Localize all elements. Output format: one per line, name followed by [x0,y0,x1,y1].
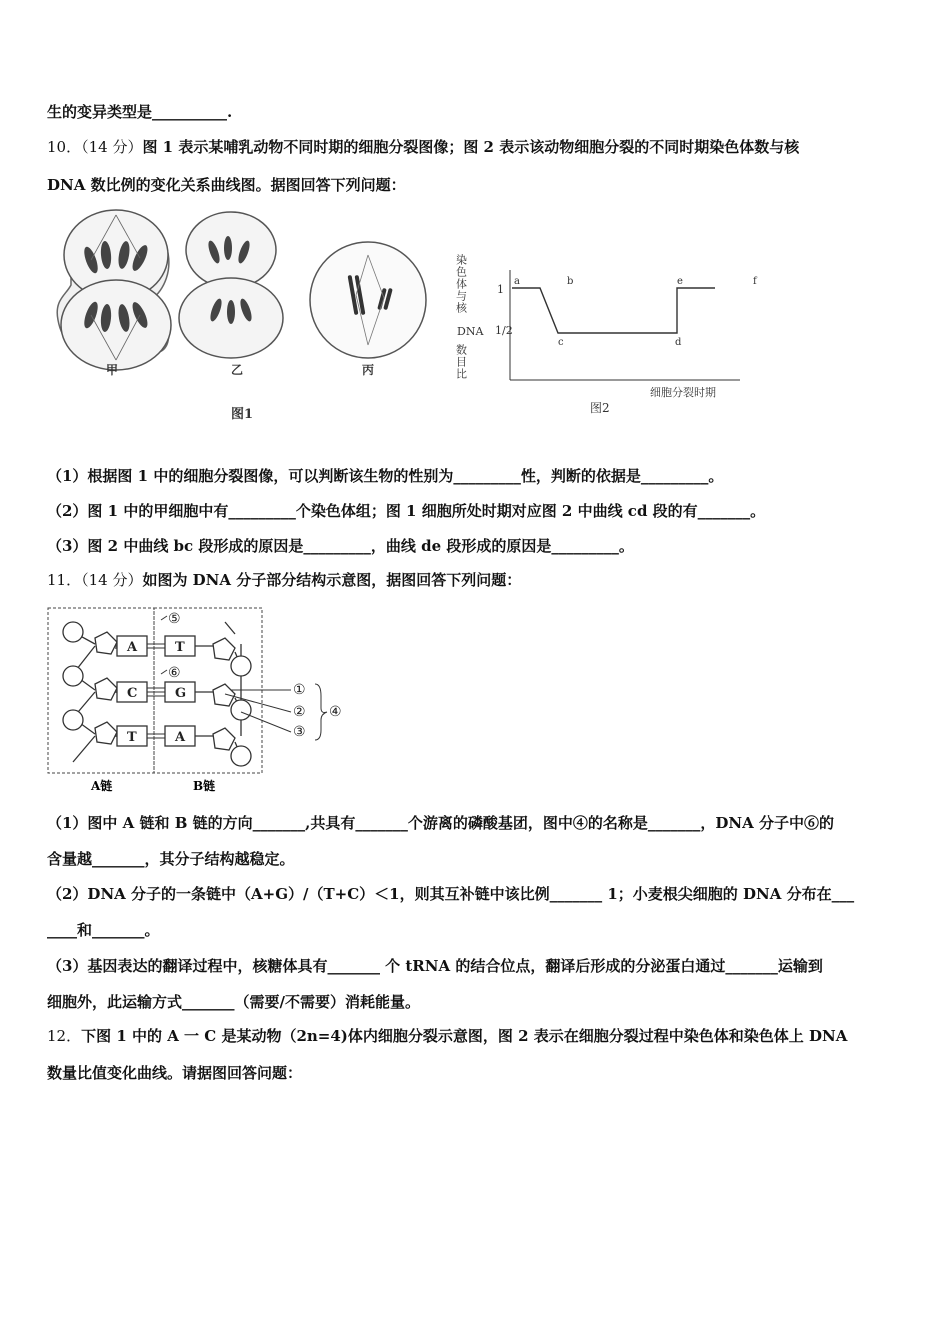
chart-xlabel: 细胞分裂时期 [650,386,716,399]
q11-sub2-line2: ____和_______。 [47,921,160,939]
phosphate-left-1 [63,622,83,642]
fig1-label-bing: 丙 [362,363,375,377]
dna-structure-diagram [45,604,355,796]
q11-sub1-line2: 含量越_______，其分子结构越稳定。 [47,850,295,868]
marker-1: ① [293,682,306,698]
chart-point-label-a: a [514,276,520,287]
q10-stem-text: 图 1 表示某哺乳动物不同时期的细胞分裂图像；图 2 表示该动物细胞分裂的不同时期染色体数与核 [142,138,800,156]
q9-tail: 生的变异类型是__________. [47,103,233,121]
q10-score: （14 分） [81,138,143,156]
q11-sub3-line2: 细胞外，此运输方式_______（需要/不需要）消耗能量。 [47,993,420,1011]
chart-point-label-d: d [675,337,682,348]
base-letter-right-1: T [175,640,185,655]
sugar-left-3 [95,722,117,744]
chart-point-label-c: c [558,337,564,348]
chart-series-line [512,288,715,333]
phosphate-left-2 [63,666,83,686]
chain-a-label: A链 [91,779,113,793]
q10-sub2: （2）图 1 中的甲细胞中有_________个染色体组；图 1 细胞所处时期对应图 2 中曲线 cd 段的有_______。 [47,502,766,520]
chain-b-label: B链 [193,779,216,793]
chart-ytick-half: 1/2 [495,324,513,337]
base-letter-left-1: A [127,640,138,655]
fig1-label-jia: 甲 [106,363,119,377]
sugar-right-2 [213,684,235,706]
cell-yi [179,212,283,377]
q12-number: 12． [47,1027,82,1045]
base-letter-left-3: T [127,730,137,745]
figure-2-chart [455,240,755,420]
chart-point-label-b: b [567,276,574,287]
marker-4: ④ [329,704,342,720]
q10-sub3: （3）图 2 中曲线 bc 段形成的原因是_________，曲线 de 段形成的原因是_________。 [47,537,634,555]
sugar-right-3 [213,728,235,750]
marker-5: ⑤ [168,611,181,627]
q10-stem-line1 [47,137,799,157]
phosphate-right-2 [231,700,251,720]
marker-6: ⑥ [168,665,181,681]
q11-sub3-line1: （3）基因表达的翻译过程中，核糖体具有_______ 个 tRNA 的结合位点，翻译后形成的分泌蛋白通过_______运输到 [47,957,823,975]
phosphate-right-1 [231,656,251,676]
sugar-left-2 [95,678,117,700]
q11-sub1-line1: （1）图中 A 链和 B 链的方向_______,共具有_______个游离的磷酸基团，图中④的名称是_______，DNA 分子中⑥的 [47,814,834,832]
chart-point-label-f: f [753,276,757,287]
chart-ylabel-top: 染色体与核 [454,254,468,314]
base-letter-right-3: A [175,730,186,745]
chart-caption: 图2 [590,401,610,415]
chart-ylabel-dna: DNA [457,325,484,338]
phosphate-right-3 [231,746,251,766]
chart-ytick-1: 1 [497,283,504,296]
q12-stem-text: 下图 1 中的 A 一 C 是某动物（2n=4)体内细胞分裂示意图，图 2 表示在细胞分裂过程中染色体和染色体上 DNA [81,1027,848,1045]
q10-stem-line2: DNA 数比例的变化关系曲线图。据图回答下列问题： [47,176,406,194]
fig1-caption: 图1 [231,407,254,422]
phosphate-left-3 [63,710,83,730]
sugar-right-1 [213,638,235,660]
q10-number: 10． [47,138,82,156]
q11-stem-text: 如图为 DNA 分子部分结构示意图，据图回答下列问题： [142,571,522,589]
base-letter-left-2: C [127,686,138,701]
q11-sub2-line1: （2）DNA 分子的一条链中（A+G）/（T+C）＜1，则其互补链中该比例_______ 1；小麦根尖细胞的 DNA 分布在___ [47,885,855,903]
base-letter-right-2: G [175,686,187,701]
q11-score: （14 分） [81,571,143,589]
q12-stem-line2: 数量比值变化曲线。请据图回答问题： [47,1064,303,1082]
q11-number: 11． [47,571,82,589]
figure-1-cells [46,200,451,425]
q12-stem-line1 [47,1026,847,1046]
sugar-left-1 [95,632,117,654]
q11-stem [47,570,521,590]
fig1-label-yi: 乙 [231,363,244,377]
marker-2: ② [293,704,306,720]
cell-jia [57,210,171,377]
chart-point-label-e: e [677,276,683,287]
cell-bing [310,242,426,377]
chart-ylabel-bottom: 数目比 [454,344,468,380]
q10-sub1: （1）根据图 1 中的细胞分裂图像，可以判断该生物的性别为_________性，判断的依据是_________。 [47,467,724,485]
marker-3: ③ [293,724,306,740]
